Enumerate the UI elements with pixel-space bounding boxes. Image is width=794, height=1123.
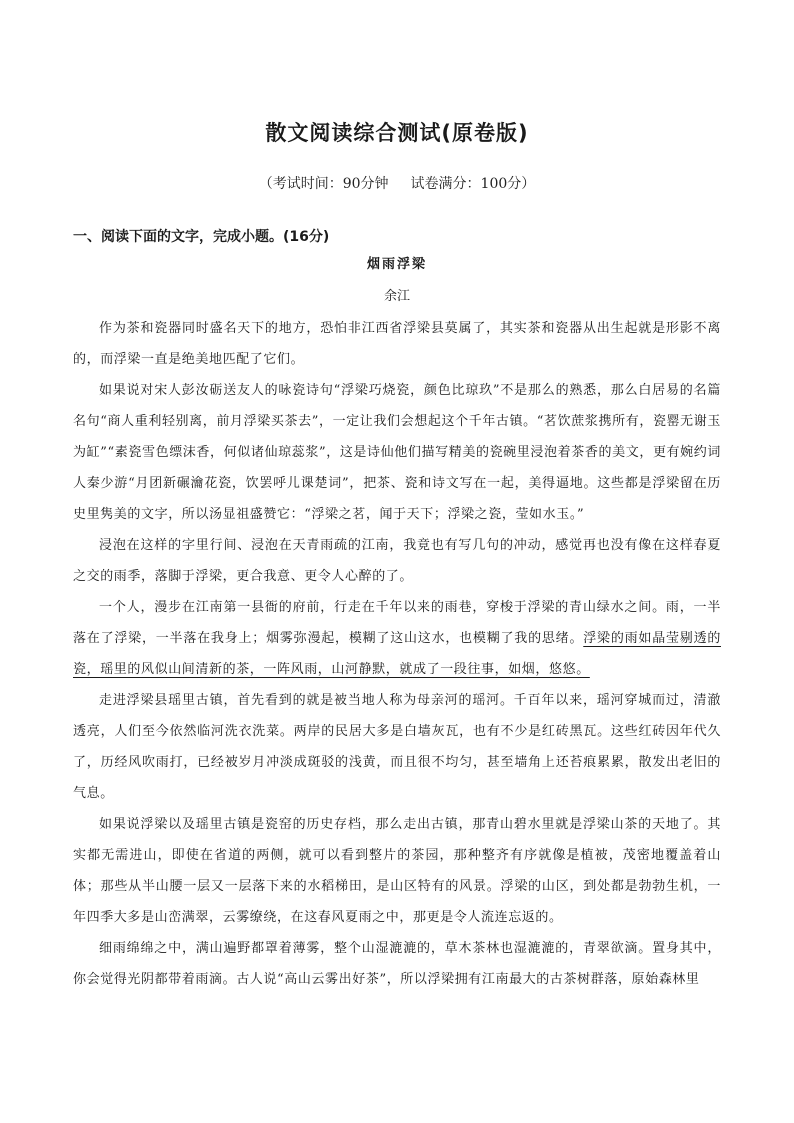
paragraph-text: 如果说浮梁以及瑶里古镇是瓷窑的历史存档，那么走出古镇，那青山碧水里就是浮梁山茶的天地了。其实都无需进山，即使在省道的两侧，就可以看到整片的茶园，那种整齐有序就像是植被，茂密地覆盖着山体；那些从半山腰一层又一层落下来的水稻梯田，是山区特有的风景。浮梁的山区，到处都是勃勃生机，一年四季大多是山峦满翠，云雾缭绕，在这春风夏雨之中，那更是令人流连忘返的。 (73, 817, 721, 925)
essay-title: 烟雨浮梁 (366, 257, 427, 272)
paragraph (73, 685, 721, 809)
paragraph (73, 809, 721, 933)
full-score: 试卷满分：100分） (410, 176, 536, 192)
exam-time: （考试时间：90分钟 (258, 176, 389, 192)
paragraph-text: 走进浮梁县瑶里古镇，首先看到的就是被当地人称为母亲河的瑶河。千百年以来，瑶河穿城而过，清澈透亮，人们至今依然临河洗衣洗菜。两岸的民居大多是白墙灰瓦，也有不少是红砖黑瓦。这些红砖因年代久了，历经风吹雨打，已经被岁月冲淡成斑驳的浅黄，而且很不均匀，甚至墙角上还苔痕累累，散发出老旧的气息。 (73, 693, 721, 801)
paragraph-text: 细雨绵绵之中，满山遍野都罩着薄雾，整个山湿漉漉的，草木茶林也湿漉漉的，青翠欲滴。置身其中，你会觉得光阴都带着雨滴。古人说“高山云雾出好茶”，所以浮梁拥有江南最大的古茶树群落，原始森林里 (73, 941, 721, 987)
essay-author: 余江 (383, 289, 410, 304)
essay-body (73, 313, 721, 995)
paragraph (73, 313, 721, 375)
underlined-sentence: 浮梁的雨如晶莹剔透的瓷，瑶里的风似山间清新的茶，一阵风雨，山河静默，就成了一段往事，如烟，悠悠。 (73, 631, 721, 677)
paragraph (73, 530, 721, 592)
paragraph (73, 933, 721, 995)
paragraph (73, 375, 721, 530)
paragraph (73, 592, 721, 685)
exam-info (0, 173, 794, 193)
document-title: 散文阅读综合测试(原卷版) (265, 121, 529, 145)
paragraph-text: 如果说对宋人彭汝砺送友人的咏瓷诗句“浮梁巧烧瓷，颜色比琼玖”不是那么的熟悉，那么白居易的名篇名句“商人重利轻别离，前月浮梁买茶去”，一定让我们会想起这个千年古镇。“茗饮蔗浆携所有，瓷罂无谢玉为缸”“素瓷雪色缥沫香，何似诸仙琼蕊浆”，这是诗仙他们描写精美的瓷碗里浸泡着茶香的美文，更有婉约词人秦少游“月团新碾瀹花瓷，饮罢呼儿课楚词”，把茶、瓷和诗文写在一起，美得逼地。这些都是浮梁留在历史里隽美的文字，所以汤显祖盛赞它：“浮梁之茗，闻于天下；浮梁之瓷，莹如水玉。” (73, 383, 721, 522)
paragraph-text: 浸泡在这样的字里行间、浸泡在天青雨疏的江南，我竟也有写几句的冲动，感觉再也没有像在这样春夏之交的雨季，落脚于浮梁，更合我意、更令人心醉的了。 (73, 538, 721, 584)
paragraph-text: 作为茶和瓷器同时盛名天下的地方，恐怕非江西省浮梁县莫属了，其实茶和瓷器从出生起就是形影不离的，而浮梁一直是绝美地匹配了它们。 (73, 321, 721, 367)
paragraph-text: 一个人，漫步在江南第一县衙的府前，行走在千年以来的雨巷，穿梭于浮梁的青山绿水之间。雨，一半落在了浮梁，一半落在我身上；烟雾弥漫起，模糊了这山这水，也模糊了我的思绪。 (73, 600, 721, 646)
question-heading: 一、阅读下面的文字，完成小题。(16分) (73, 229, 330, 245)
